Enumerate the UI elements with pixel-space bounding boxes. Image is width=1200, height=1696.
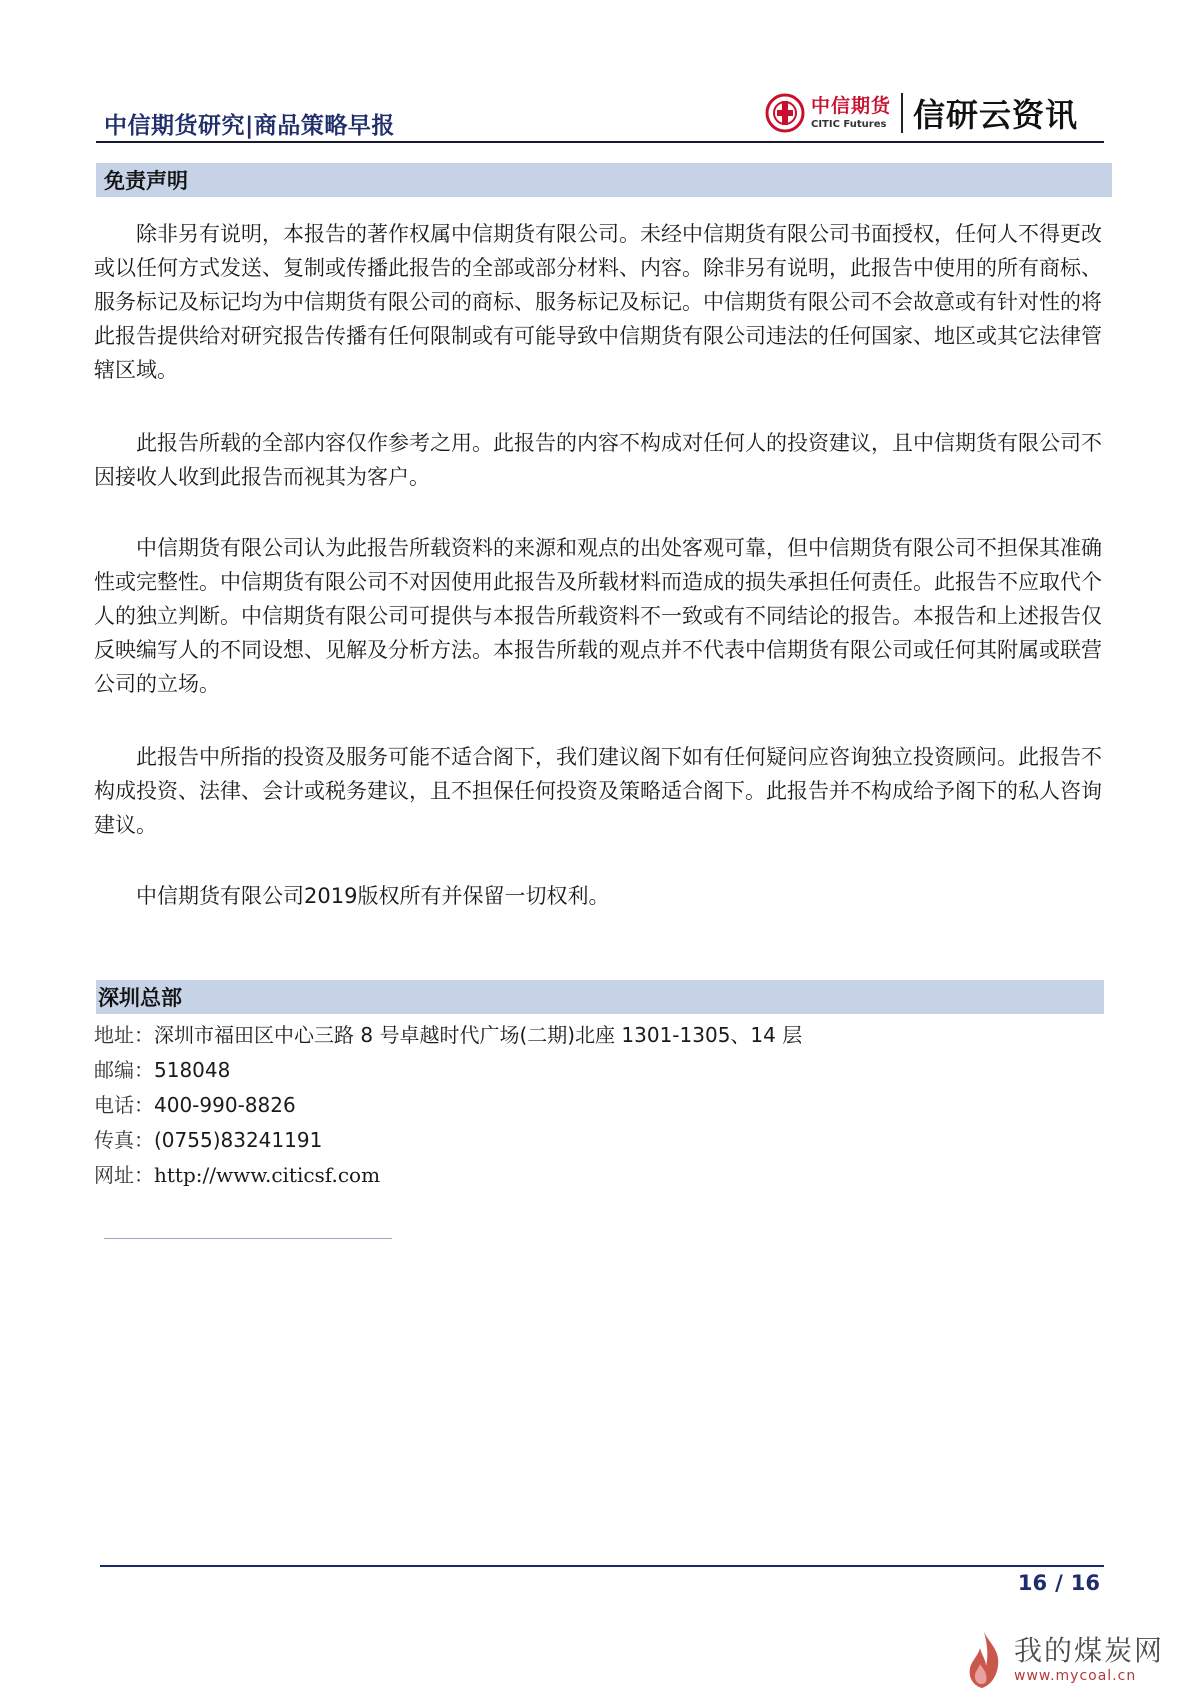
phone-label: 电话： bbox=[94, 1093, 154, 1117]
citic-logo bbox=[765, 90, 1078, 136]
page-current: 16 bbox=[1017, 1571, 1048, 1595]
address-value: 深圳市福田区中心三路 8 号卓越时代广场(二期)北座 1301-1305、14 层 bbox=[154, 1023, 803, 1047]
disclaimer-paragraph: 此报告所载的全部内容仅作参考之用。此报告的内容不构成对任何人的投资建议，且中信期货有限公司不因接收人收到此报告而视其为客户。 bbox=[94, 431, 1102, 489]
zip-label: 邮编： bbox=[94, 1058, 154, 1082]
fax-line bbox=[94, 1125, 322, 1155]
fax-value: (0755)83241191 bbox=[154, 1128, 323, 1152]
website-label: 网址： bbox=[94, 1163, 154, 1187]
logo-separator bbox=[901, 93, 903, 133]
report-title: 中信期货研究|商品策略早报 bbox=[104, 113, 395, 139]
watermark-name: 我的煤炭网 bbox=[1014, 1634, 1165, 1667]
address-label: 地址： bbox=[94, 1023, 154, 1047]
flame-icon bbox=[960, 1630, 1008, 1690]
disclaimer-paragraph: 此报告中所指的投资及服务可能不适合阁下，我们建议阁下如有任何疑问应咨询独立投资顾问。此报告不构成投资、法律、会计或税务建议，且不担保任何投资及策略适合阁下。此报告并不构成给予阁下的私人咨询建议。 bbox=[94, 745, 1102, 837]
zip-value: 518048 bbox=[154, 1058, 231, 1082]
page-number bbox=[1014, 1571, 1104, 1595]
page-separator: / bbox=[1055, 1571, 1063, 1595]
page-total: 16 bbox=[1070, 1571, 1100, 1595]
phone-line bbox=[94, 1090, 296, 1120]
watermark-url: www.mycoal.cn bbox=[1014, 1668, 1137, 1684]
copyright-statement: 中信期货有限公司2019版权所有并保留一切权利。 bbox=[136, 884, 610, 908]
zip-line bbox=[94, 1055, 230, 1085]
website-link[interactable]: http://www.citicsf.com bbox=[154, 1163, 381, 1187]
logo-en-text: CITIC Futures bbox=[811, 118, 887, 130]
site-watermark bbox=[960, 1630, 1164, 1690]
disclaimer-paragraph: 中信期货有限公司认为此报告所载资料的来源和观点的出处客观可靠，但中信期货有限公司不担保其准确性或完整性。中信期货有限公司不对因使用此报告及所载材料而造成的损失承担任何责任。此报告不应取代个人的独立判断。中信期货有限公司可提供与本报告所载资料不一致或有不同结论的报告。本报告和上述报告仅反映编写人的不同设想、见解及分析方法。本报告所载的观点并不代表中信期货有限公司或任何其附属或联营公司的立场。 bbox=[94, 536, 1102, 696]
website-line bbox=[94, 1160, 380, 1190]
citic-emblem-icon bbox=[765, 93, 805, 133]
logo-cn-text: 中信期货 bbox=[811, 94, 892, 117]
office-heading: 深圳总部 bbox=[96, 980, 1104, 1014]
fax-label: 传真： bbox=[94, 1128, 154, 1152]
header-rule bbox=[96, 141, 1104, 143]
brand-name: 信研云资讯 bbox=[913, 96, 1079, 134]
disclaimer-heading: 免责声明 bbox=[96, 163, 1112, 197]
phone-value: 400-990-8826 bbox=[154, 1093, 296, 1117]
footer-rule bbox=[100, 1565, 1104, 1567]
footnote-rule bbox=[104, 1238, 392, 1239]
address-line bbox=[94, 1020, 802, 1050]
disclaimer-paragraph: 除非另有说明，本报告的著作权属中信期货有限公司。未经中信期货有限公司书面授权，任何人不得更改或以任何方式发送、复制或传播此报告的全部或部分材料、内容。除非另有说明，此报告中使用的所有商标、服务标记及标记均为中信期货有限公司的商标、服务标记及标记。中信期货有限公司不会故意或有针对性的将此报告提供给对研究报告传播有任何限制或有可能导致中信期货有限公司违法的任何国家、地区或其它法律管辖区域。 bbox=[94, 222, 1102, 382]
